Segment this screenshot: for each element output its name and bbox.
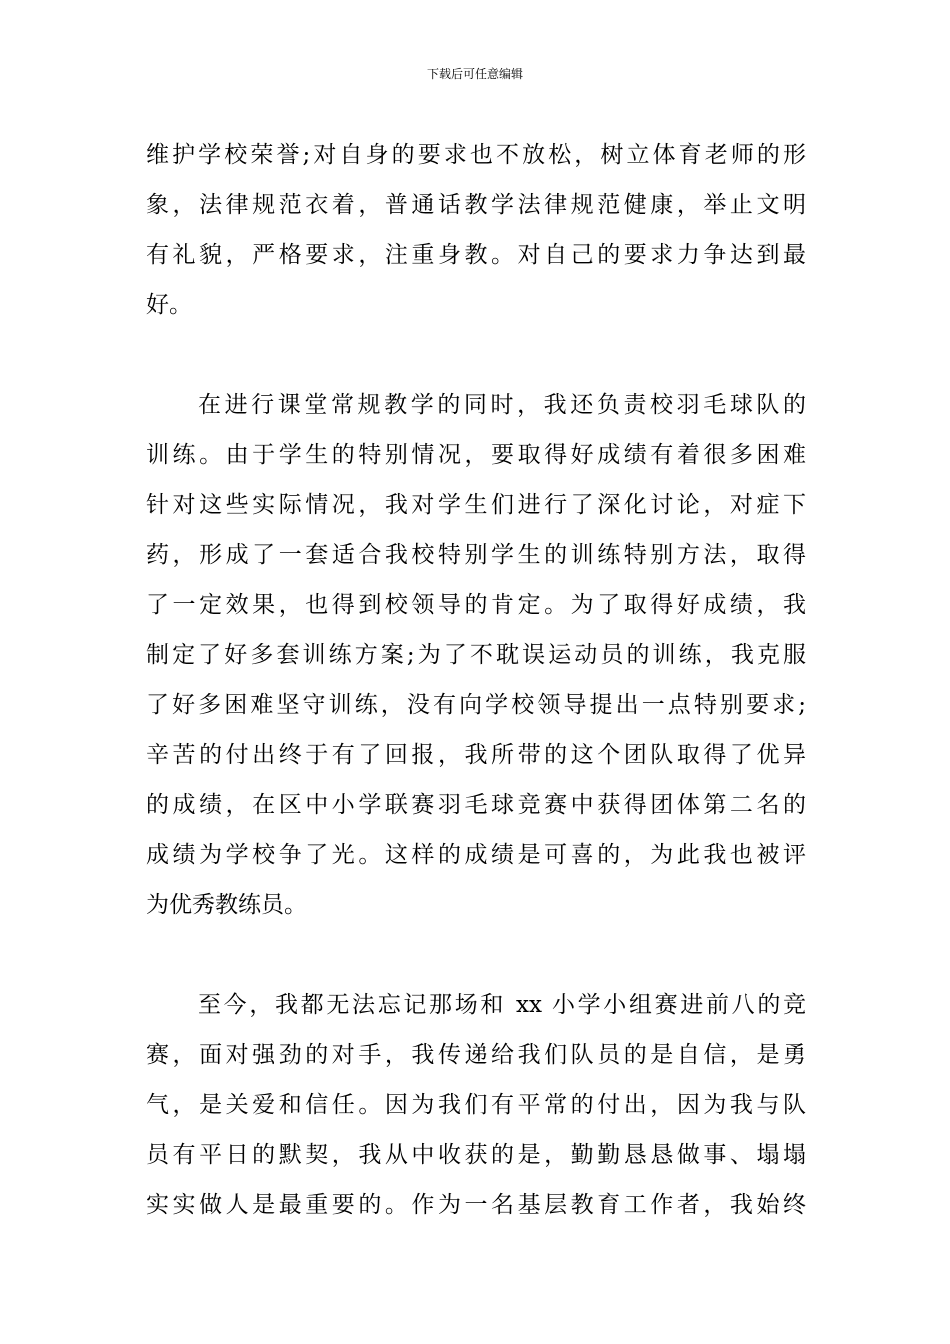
- text-line: 象，法律规范衣着，普通话教学法律规范健康，举止文明: [146, 192, 806, 218]
- text-line: 在进行课堂常规教学的同时，我还负责校羽毛球队的: [198, 392, 806, 418]
- text-line: 实实做人是最重要的。作为一名基层教育工作者，我始终: [146, 1192, 806, 1218]
- text-line: 至今，我都无法忘记那场和 xx 小学小组赛进前八的竞: [198, 992, 806, 1018]
- download-note: 下载后可任意编辑: [426, 67, 523, 81]
- text-line: 训练。由于学生的特别情况，要取得好成绩有着很多困难: [146, 442, 806, 468]
- text-line: 制定了好多套训练方案;为了不耽误运动员的训练，我克服: [146, 642, 806, 668]
- text-line: 赛，面对强劲的对手，我传递给我们队员的是自信，是勇: [146, 1042, 806, 1068]
- paragraph-gap: [146, 930, 806, 980]
- text-line: 为优秀教练员。: [146, 892, 307, 918]
- text-line: 有礼貌，严格要求，注重身教。对自己的要求力争达到最: [146, 242, 806, 268]
- paragraph-gap: [146, 330, 806, 380]
- text-line: 员有平日的默契，我从中收获的是，勤勤恳恳做事、塌塌: [146, 1142, 806, 1168]
- text-line: 针对这些实际情况，我对学生们进行了深化讨论，对症下: [146, 492, 806, 518]
- text-line: 维护学校荣誉;对自身的要求也不放松，树立体育老师的形: [146, 142, 806, 168]
- text-line: 成绩为学校争了光。这样的成绩是可喜的，为此我也被评: [146, 842, 806, 868]
- paragraph-3: [146, 980, 806, 1230]
- text-line: 了一定效果，也得到校领导的肯定。为了取得好成绩，我: [146, 592, 806, 618]
- document-body: [146, 130, 806, 1230]
- paragraph-2: [146, 380, 806, 930]
- text-line: 药，形成了一套适合我校特别学生的训练特别方法，取得: [146, 542, 806, 568]
- text-line: 辛苦的付出终于有了回报，我所带的这个团队取得了优异: [146, 742, 806, 768]
- text-line: 了好多困难坚守训练，没有向学校领导提出一点特别要求;: [146, 692, 806, 718]
- paragraph-1: [146, 130, 806, 330]
- text-line: 的成绩，在区中小学联赛羽毛球竞赛中获得团体第二名的: [146, 792, 806, 818]
- text-line: 气，是关爱和信任。因为我们有平常的付出，因为我与队: [146, 1092, 806, 1118]
- text-line: 好。: [146, 292, 192, 318]
